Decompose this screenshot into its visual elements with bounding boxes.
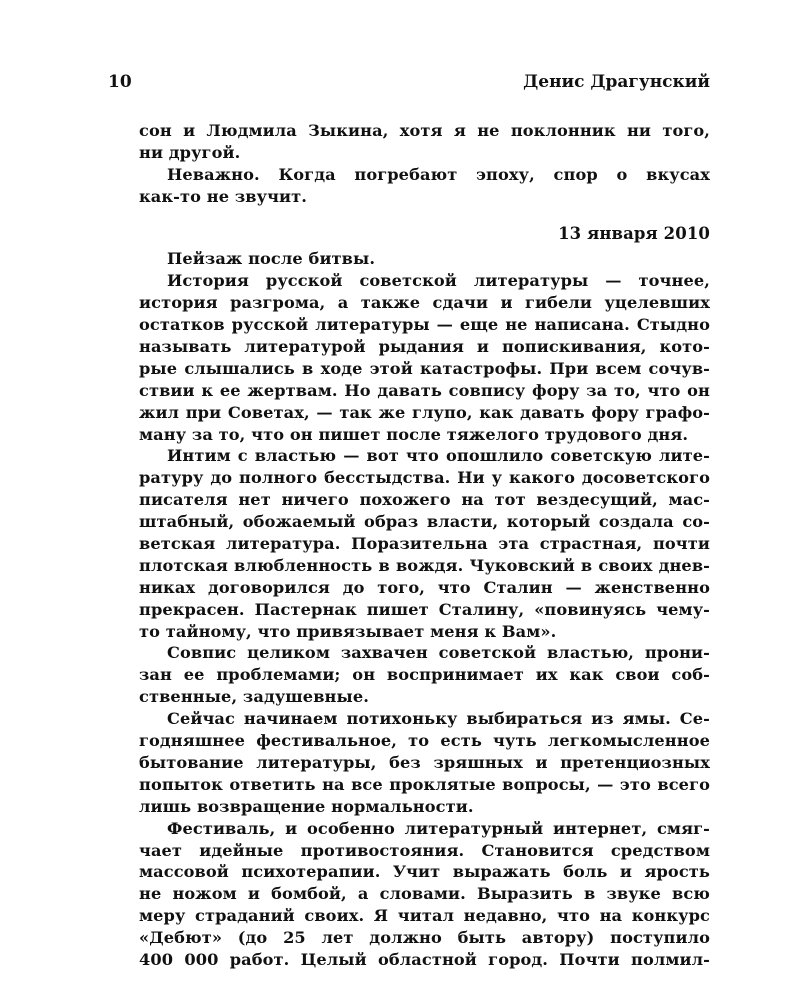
body-text [139,120,710,971]
text-line: не ножом и бомбой, а словами. Выразить в звуке всю [139,884,710,904]
text-line: сон и Людмила Зыкина, хотя я не поклонник ни того, [139,121,710,140]
text-line: штабный, обожаемый образ власти, который создала со- [139,512,710,532]
text-line: Совпис целиком захвачен советской властью, прони- [167,643,710,663]
text-line: рые слышались в ходе этой катастрофы. При всем сочув- [139,358,710,378]
text-line: Неважно. Когда погребают эпоху, спор о вкусах [167,164,710,184]
text-line: ни другой. [139,142,241,162]
text-line: называть литературой рыдания и попискивания, кото- [139,337,710,357]
text-line: плотская влюбленность в вождя. Чуковский в своих днев- [139,555,710,575]
text-line: бытование литературы, без зряшных и претенциозных [139,752,710,772]
text-line: меру страданий своих. Я читал недавно, что на конкурс [139,906,710,926]
text-line: Фестиваль, и особенно литературный интернет, смяг- [167,818,710,838]
text-line: писателя нет ничего похожего на тот вездесущий, мас- [139,490,710,510]
text-line: лишь возвращение нормальности. [139,796,474,816]
text-line: ствии к ее жертвам. Но давать совпису фору за то, что он [139,380,710,400]
text-line: ратуру до полного бесстыдства. Ни у какого досоветского [139,468,710,488]
page-number: 10 [108,72,132,92]
text-line: то тайному, что привязывает меня к Вам». [139,621,557,641]
text-block-1 [139,120,710,208]
text-block-2 [139,248,710,970]
text-line: как-то не звучит. [139,186,307,206]
text-line: ветская литература. Поразительна эта страстная, почти [139,534,710,554]
text-line: жил при Советах, — так же глупо, как давать фору графо- [139,402,710,422]
text-line: прекрасен. Пастернак пишет Сталину, «повинуясь чему- [139,599,710,619]
text-line: Пейзаж после битвы. [167,249,376,269]
text-line: никах договорился до того, что Сталин — женственно [139,577,710,597]
text-line: массовой психотерапии. Учит выражать боль и ярость [139,862,710,882]
running-header [108,72,710,100]
text-line: ману за то, что он пишет после тяжелого трудового дня. [139,424,689,444]
running-header-author: Денис Драгунский [523,72,710,92]
text-line: годняшнее фестивальное, то есть чуть легкомысленное [139,731,710,751]
text-line: история разгрома, а также сдачи и гибели уцелевших [139,293,710,313]
text-line: Интим с властью — вот что опошлило советскую лите- [167,446,710,466]
text-line: чает идейные противостояния. Становится средством [139,840,710,860]
text-line: зан ее проблемами; он воспринимает их как свои соб- [139,665,710,685]
text-line: 400 000 работ. Целый областной город. Почти полмил- [139,949,710,969]
text-line: Сейчас начинаем потихоньку выбираться из ямы. Се- [167,709,710,729]
diary-entry-date: 13 января 2010 [558,223,710,243]
text-line: остатков русской литературы — еще не написана. Стыдно [139,315,710,335]
text-line: попыток ответить на все проклятые вопросы, — это всего [139,774,710,794]
text-line: ственные, задушевные. [139,687,369,707]
text-line: История русской советской литературы — точнее, [167,271,710,291]
text-line: «Дебют» (до 25 лет должно быть автору) поступило [139,928,710,948]
